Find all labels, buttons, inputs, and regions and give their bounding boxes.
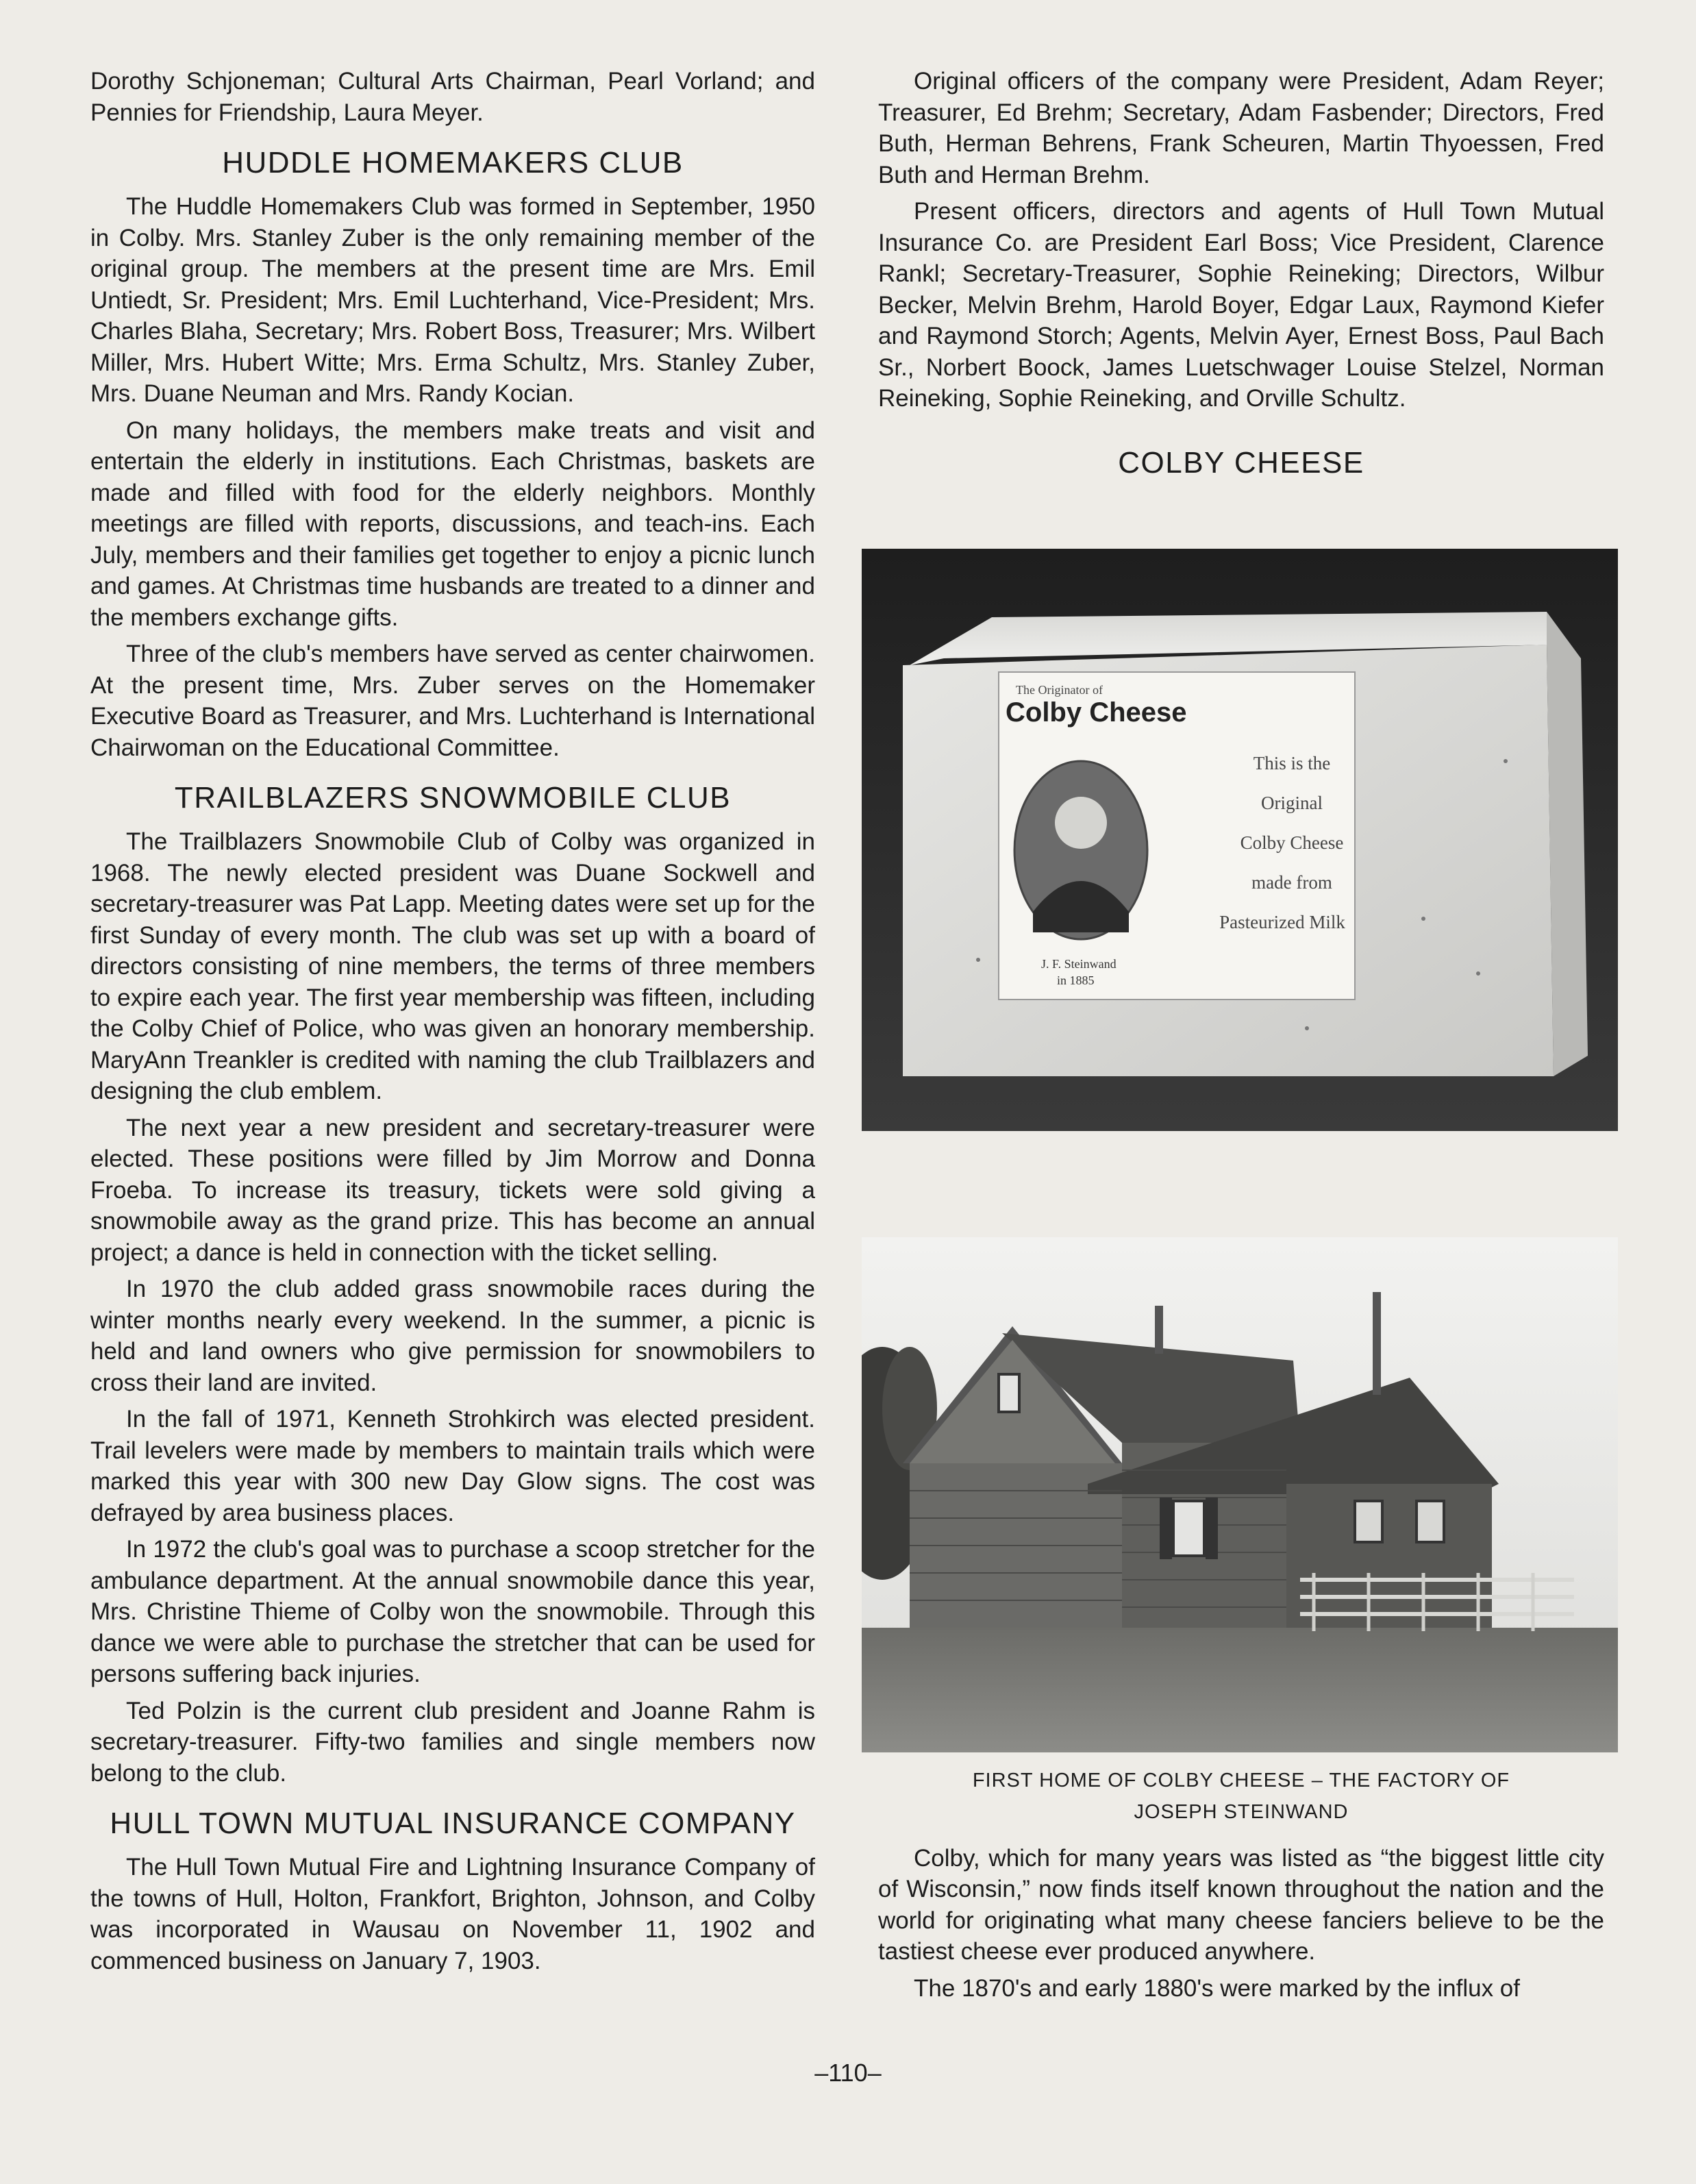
trailblazers-paragraph: In the fall of 1971, Kenneth Strohkirch was elected president. Trail levelers were made by members to maintain trails which were marked this year with 300 new Day Glow signs. The cost was defrayed by area business places. [90, 1406, 815, 1526]
trailblazers-paragraph: The next year a new president and secretary-treasurer were elected. These positions were filled by Jim Morrow and Donna Froeba. To increase its treasury, tickets were sold giving a snowmobile away as the grand prize. This has become an annual project; a dance is held in connection with the ticket selling. [90, 1114, 815, 1266]
insurance-paragraph: The Hull Town Mutual Fire and Lightning Insurance Company of the towns of Hull, Holton, Frankfort, Brighton, Johnson, and Colby was incorporated in Wausau on November 11, 1902 and commenced business on January 7, 1903. [90, 1854, 815, 1974]
insurance-paragraph: Present officers, directors and agents of Hull Town Mutual Insurance Co. are President Earl Boss; Vice President, Clarence Rankl; Secretary-Treasurer, Sophie Reineking; Directors, Wilbur Becker, Melvin Brehm, Harold Boyer, Edgar Laux, Raymond Kiefer and Raymond Storch; Agents, Melvin Ayer, Ernest Boss, Paul Bach Sr., Norbert Boock, James Luetschwager Louise Stelzel, Norman Reineking, Sophie Reineking, and Orville Schultz. [878, 198, 1604, 412]
factory-house-photo [862, 1237, 1618, 1752]
label-line: This is the [1253, 752, 1331, 773]
right-column [878, 66, 1604, 2009]
cheese-paragraph: The 1870's and early 1880's were marked by the influx of [914, 1974, 1520, 2002]
huddle-paragraph: On many holidays, the members make treats and visit and entertain the elderly in institutions. Each Christmas, baskets are made and filled with food for the elderly neighbors. Monthly meetings are filled with reports, discussions, and teach-ins. Each July, members and their families get together to enjoy a picnic lunch and games. At Christmas time husbands are treated to a dinner and the members exchange gifts. [90, 417, 815, 631]
insurance-paragraph: Original officers of the company were President, Adam Reyer; Treasurer, Ed Brehm; Secretary, Adam Fasbender; Directors, Fred Buth, Herman Behrens, Frank Scheuren, Martin Thyoessen, Fred Buth and Herman Brehm. [878, 68, 1604, 188]
huddle-heading: HUDDLE HOMEMAKERS CLUB [222, 146, 684, 179]
trailblazers-heading: TRAILBLAZERS SNOWMOBILE CLUB [174, 781, 732, 815]
label-line: Original [1261, 792, 1323, 813]
huddle-paragraph: Three of the club's members have served as center chairwomen. At the present time, Mrs. Zuber serves on the Homemaker Executive Board as Treasurer, and Mrs. Luchterhand is International Chairwoman on the Educational Committee. [90, 641, 815, 761]
label-title: Colby Cheese [1006, 697, 1187, 728]
left-column [90, 66, 815, 1982]
trailblazers-paragraph: In 1972 the club's goal was to purchase a scoop stretcher for the ambulance department. At the annual snowmobile dance this year, Mrs. Christine Thieme of Colby won the snowmobile. Through this dance we were able to purchase the stretcher that can be used for persons suffering back injuries. [90, 1536, 815, 1687]
cheese-label-card [999, 672, 1355, 1000]
trailblazers-paragraph: In 1970 the club added grass snowmobile races during the winter months nearly every weekend. In the summer, a picnic is held and land owners who give permission for snowmobilers to cross their land are invited. [90, 1276, 815, 1396]
portrait-year: in 1885 [1057, 973, 1095, 987]
label-line: made from [1251, 871, 1332, 893]
intro-paragraph: Dorothy Schjoneman; Cultural Arts Chairman, Pearl Vorland; and Pennies for Friendship, Laura Meyer. [90, 68, 815, 126]
huddle-paragraph: The Huddle Homemakers Club was formed in September, 1950 in Colby. Mrs. Stanley Zuber is the only remaining member of the original group. The members at the present time are Mrs. Emil Untiedt, Sr. President; Mrs. Emil Luchterhand, Vice-President; Mrs. Charles Blaha, Secretary; Mrs. Robert Boss, Treasurer; Mrs. Wilbert Miller, Mrs. Hubert Witte; Mrs. Erma Schultz, Mrs. Stanley Zuber, Mrs. Duane Neuman and Mrs. Randy Kocian. [90, 193, 815, 407]
trailblazers-paragraph: Ted Polzin is the current club president and Joanne Rahm is secretary-treasurer. Fifty-two families and single members now belong to the club. [90, 1697, 815, 1787]
caption-line: FIRST HOME OF COLBY CHEESE – THE FACTORY OF [972, 1769, 1510, 1791]
portrait-name: J. F. Steinwand [1041, 956, 1117, 971]
label-line: Pasteurized Milk [1219, 911, 1345, 932]
insurance-heading: HULL TOWN MUTUAL INSURANCE COMPANY [110, 1807, 796, 1840]
cheese-heading: COLBY CHEESE [1118, 445, 1364, 480]
trailblazers-paragraph: The Trailblazers Snowmobile Club of Colby was organized in 1968. The newly elected president was Duane Sockwell and secretary-treasurer was Pat Lapp. Meeting dates were set up for the first Sunday of every month. The club was set up with a board of directors consisting of nine members, the terms of three members to expire each year. The first year membership was fifteen, including the Colby Chief of Police, who was given an honorary membership. MaryAnn Treankler is credited with naming the club Trailblazers and designing the club emblem. [90, 828, 815, 1104]
page-number: –110– [814, 2059, 882, 2087]
caption-line: JOSEPH STEINWAND [1134, 1800, 1349, 1823]
label-top-text: The Originator of [1016, 682, 1103, 697]
label-line: Colby Cheese [1240, 832, 1344, 853]
cheese-block-photo [862, 549, 1618, 1131]
photo-caption [878, 1765, 1604, 1828]
cheese-paragraph: Colby, which for many years was listed as “the biggest little city of Wisconsin,” now finds itself known throughout the nation and the world for originating what many cheese fanciers believe to be the tastiest cheese ever produced anywhere. [878, 1844, 1604, 1965]
